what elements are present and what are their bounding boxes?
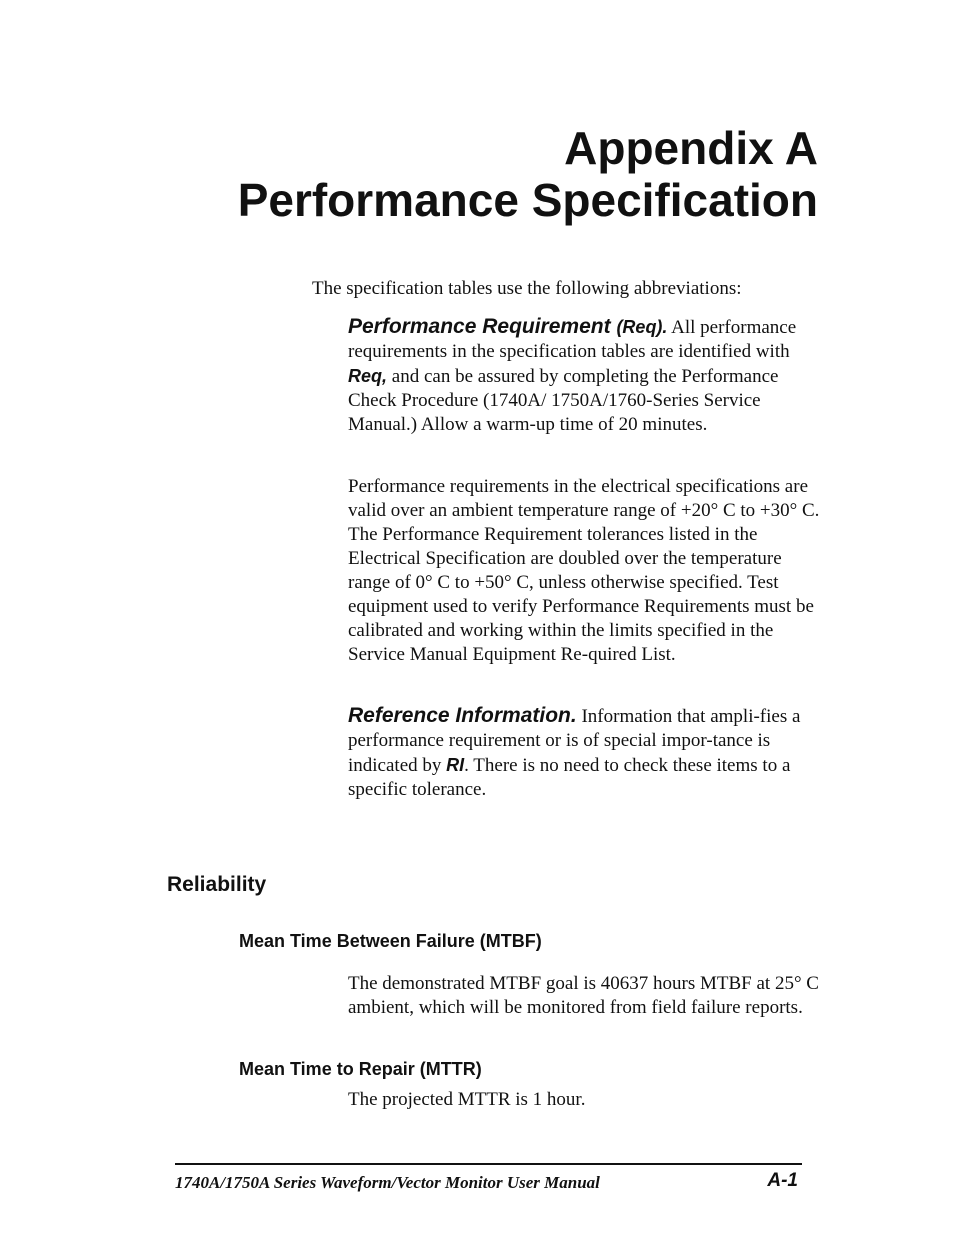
temperature-range-paragraph: Performance requirements in the electrical specifications are valid over an ambient temperature range of +20° C to +30° C. The Performance Requirement tolerances listed in the Electrical Specification are doubled over the temperature range of 0° C to +50° C, unless otherwise specified. Test equipment used to verify Performance Requirements must be calibrated and working within the limits specified in the Service Manual Equipment Re-quired List. [348,476,820,665]
performance-requirement-block [348,315,822,437]
performance-requirement-text-part2: and can be assured by completing the Performance Check Procedure (1740A/ 1750A/1760-Series Service Manual.) Allow a warm-up time of 20 minutes. [348,366,779,435]
ri-label: RI [446,755,465,775]
performance-requirement-text-part1: All performance requirements in the specification tables are identified with [348,317,797,362]
reference-information-block [348,704,822,802]
mtbf-text: The demonstrated MTBF goal is 40637 hours MTBF at 25° C ambient, which will be monitored from field failure reports. [348,973,819,1018]
req-label: Req, [348,366,388,386]
reliability-heading: Reliability [167,873,267,896]
mttr-heading: Mean Time to Repair (MTTR) [239,1059,482,1079]
reference-information-paragraph [348,704,822,802]
performance-requirement-paragraph [348,315,822,437]
title-line-performance-specification: Performance Specification [237,174,818,226]
mtbf-heading: Mean Time Between Failure (MTBF) [239,931,542,951]
title-line-appendix: Appendix A [564,122,818,174]
footer-manual-title: 1740A/1750A Series Waveform/Vector Monitor User Manual [175,1173,600,1192]
reference-information-text-part2: . There is no need to check these items to a specific tolerance. [348,755,791,800]
intro-text: The specification tables use the following abbreviations: [312,278,742,299]
footer-rule [175,1163,802,1165]
footer-page-number: A-1 [767,1170,798,1191]
mttr-text: The projected MTTR is 1 hour. [348,1089,586,1110]
page-title [238,122,818,226]
reference-information-heading: Reference Information. [348,704,577,727]
reference-information-text-part1: Information that ampli-fies a performance requirement or is of special impor-tance is indicated by [348,706,801,776]
performance-requirement-heading: Performance Requirement (Req). [348,315,668,338]
